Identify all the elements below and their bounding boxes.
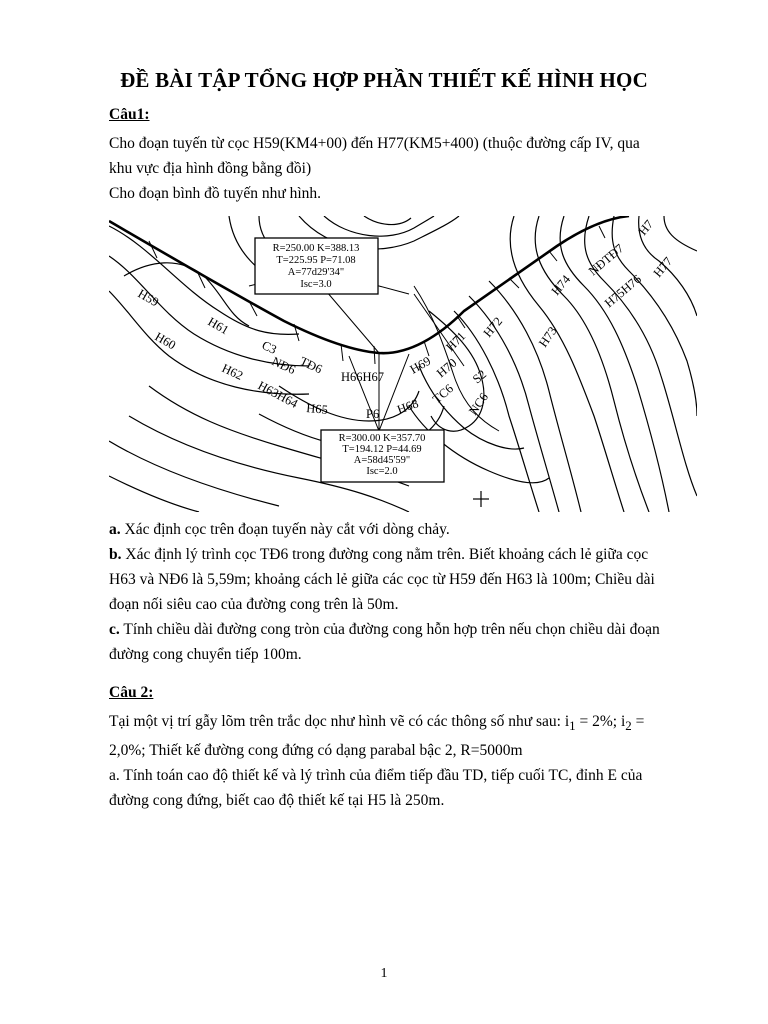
curve1-line1: R=250.00 K=388.13 — [272, 243, 360, 254]
label-h72: H72 — [480, 314, 506, 340]
cau2-a-line1: a. Tính toán cao độ thiết kế và lý trình của điểm tiếp đầu TD, tiếp cuối TC, đỉnh E của — [109, 767, 643, 785]
question-c-line2: đường cong chuyển tiếp 100m. — [109, 646, 302, 663]
label-h71: H71 — [443, 328, 469, 355]
label-h62: H62 — [219, 361, 246, 383]
label-h75h76: H75H76 — [601, 271, 644, 311]
curve2-line2: T=194.12 P=44.69 — [342, 444, 422, 455]
label-c3: C3 — [259, 338, 279, 357]
curve2-line1: R=300.00 K=357.70 — [338, 433, 426, 444]
label-h69: H69 — [407, 353, 434, 377]
cau1-intro-line2: khu vực địa hình đồng bằng đồi) — [109, 160, 312, 177]
label-h66h67: H66H67 — [341, 370, 385, 384]
question-a-text: Xác định cọc trên đoạn tuyến này cắt với dòng chảy. — [120, 521, 450, 538]
route-plan-map — [109, 216, 697, 512]
label-ndtd7: NĐTĐ7 — [585, 241, 627, 279]
cau2-line1-b: = 2%; i — [575, 713, 626, 730]
cau2-sub1: 1 — [569, 718, 576, 734]
label-h74: H74 — [548, 272, 574, 298]
label-td6: TĐ6 — [297, 354, 325, 377]
curve1-line3: A=77d29'34" — [287, 267, 345, 278]
curve1-line2: T=225.95 P=71.08 — [276, 255, 356, 266]
curve1-line4: Isc=3.0 — [300, 279, 332, 290]
question-c-marker: c. — [109, 621, 120, 638]
label-tc6: TC6 — [429, 381, 456, 407]
label-s2: S2 — [469, 367, 490, 387]
cau2-heading: Câu 2: — [109, 684, 154, 701]
curve2-line3: A=58d45'59" — [353, 455, 411, 466]
question-b-line3: đoạn nối siêu cao của đường cong trên là 50m. — [109, 596, 399, 613]
page-number: 1 — [380, 966, 388, 981]
label-p6: P6 — [366, 407, 380, 421]
label-h59: H59 — [135, 286, 162, 310]
tangent-lines — [249, 271, 464, 431]
label-h63h64: H63H64 — [255, 378, 301, 411]
question-c-text1: Tính chiều dài đường cong tròn của đường cong hỗn hợp trên nếu chọn chiều dài đoạn — [119, 621, 660, 638]
question-b-line1 — [109, 542, 697, 567]
cau2-sub2: 2 — [625, 718, 632, 734]
label-nd6: NĐ6 — [269, 354, 298, 377]
map-caption: Cho đoạn bình đồ tuyến như hình. — [109, 185, 322, 202]
question-b-text1: Xác định lý trình cọc TĐ6 trong đường cong nằm trên. Biết khoảng cách lẻ giữa cọc — [121, 546, 649, 563]
curve2-line4: Isc=2.0 — [366, 466, 398, 477]
label-nc6: NC6 — [465, 390, 492, 418]
cau2-a-line2: đường cong đứng, biết cao độ thiết kế tại H5 là 250m. — [109, 792, 445, 810]
label-h77: H77 — [650, 254, 676, 280]
station-labels — [136, 217, 676, 421]
label-h78: H7 — [635, 217, 657, 238]
curve1-info-box — [255, 238, 378, 294]
cau1-intro-line1: Cho đoạn tuyến từ cọc H59(KM4+00) đến H77(KM5+400) (thuộc đường cấp IV, qua — [109, 135, 640, 152]
cau1-questions — [109, 517, 697, 667]
cau2-line1-a: Tại một vị trí gẫy lõm trên trắc dọc như hình vẽ có các thông số như sau: i — [109, 713, 570, 730]
question-b-marker: b. — [109, 546, 122, 563]
crosshair-mark — [473, 491, 489, 507]
label-h70: H70 — [433, 355, 460, 381]
question-b-line2: H63 và NĐ6 là 5,59m; khoảng cách lẻ giữa các cọc từ H59 đến H63 là 100m; Chiều dài — [109, 571, 655, 588]
curve2-info-box — [321, 430, 444, 482]
label-h65: H65 — [305, 401, 329, 417]
label-h61: H61 — [205, 314, 232, 338]
question-a — [109, 517, 697, 542]
document-title: ĐỀ BÀI TẬP TỔNG HỢP PHẦN THIẾT KẾ HÌNH HỌC — [120, 68, 648, 92]
label-h60: H60 — [152, 329, 179, 353]
label-h68: H68 — [395, 396, 421, 417]
cau2-line1-c: = — [631, 713, 645, 730]
cau1-heading: Câu1: — [109, 106, 150, 123]
cau2-line1 — [109, 709, 697, 738]
label-h73: H73 — [535, 324, 560, 350]
question-c-line1 — [109, 617, 697, 642]
cau1-intro — [109, 131, 697, 206]
cau2-line2: 2,0%; Thiết kế đường cong đứng có dạng parabal bậc 2, R=5000m — [109, 742, 523, 760]
cau2-body — [109, 709, 697, 813]
question-a-marker: a. — [109, 521, 121, 538]
